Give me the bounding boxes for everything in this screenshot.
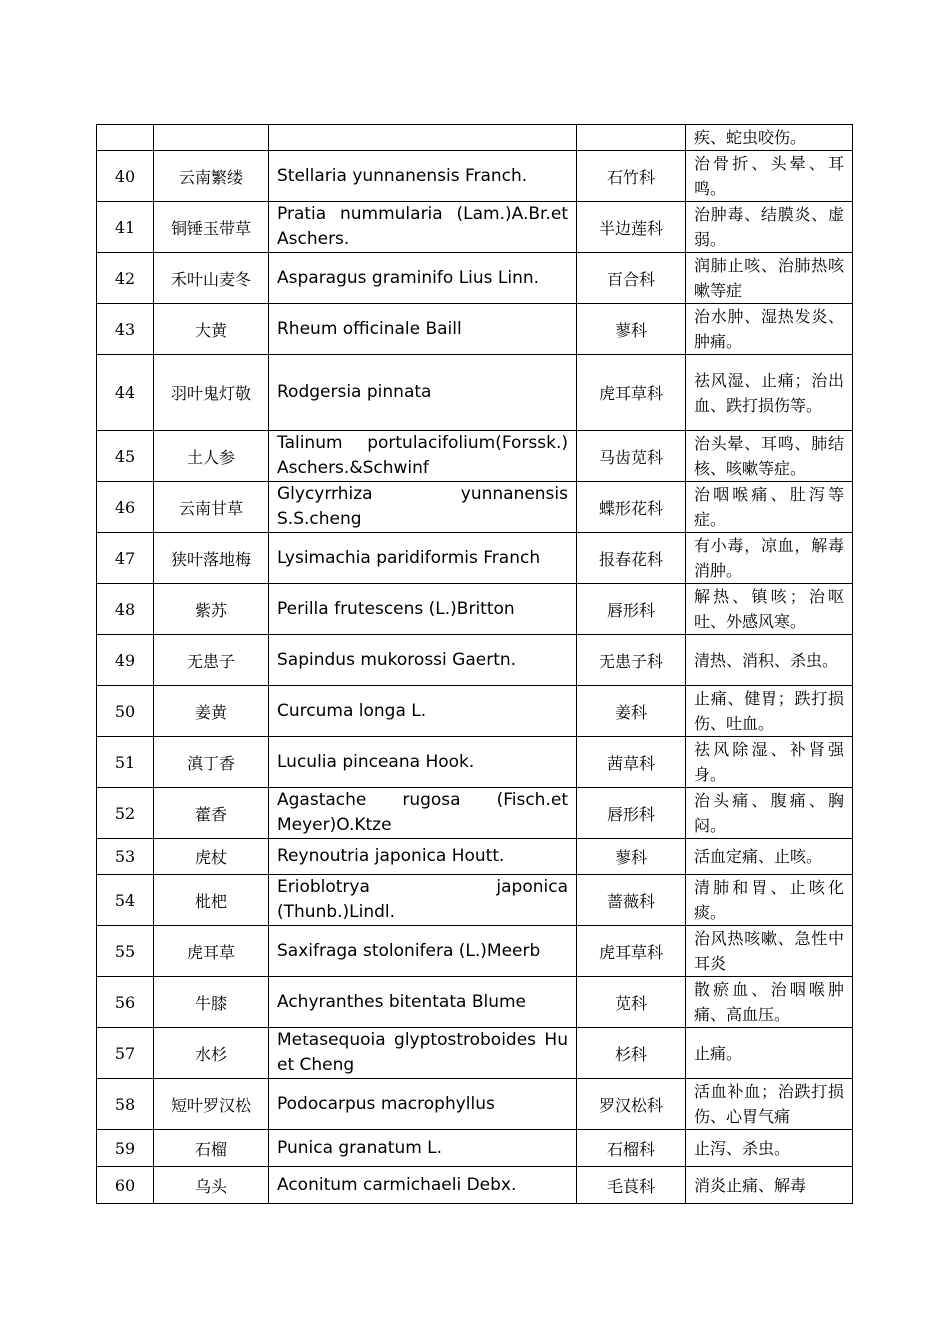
table-row [97, 839, 853, 875]
family-cell: 茜草科 [577, 737, 686, 788]
latin-name-cell: Luculia pinceana Hook. [269, 737, 577, 788]
latin-name-cell: Lysimachia paridiformis Franch [269, 533, 577, 584]
row-number-cell: 46 [97, 482, 154, 533]
row-number-cell: 60 [97, 1167, 154, 1204]
row-number-cell: 53 [97, 839, 154, 875]
medicinal-plant-table [96, 124, 853, 1204]
chinese-name-cell: 藿香 [154, 788, 269, 839]
family-cell: 马齿苋科 [577, 431, 686, 482]
latin-name-cell: Sapindus mukorossi Gaertn. [269, 635, 577, 686]
latin-name-cell: Stellaria yunnanensis Franch. [269, 151, 577, 202]
latin-name-cell: Talinum portulacifolium(Forssk.) Aschers.&Schwinf [269, 431, 577, 482]
chinese-name-cell: 滇丁香 [154, 737, 269, 788]
family-cell: 苋科 [577, 977, 686, 1028]
chinese-name-cell: 虎耳草 [154, 926, 269, 977]
family-cell: 石竹科 [577, 151, 686, 202]
medicinal-use-cell: 止痛、健胃；跌打损伤、吐血。 [686, 686, 853, 737]
latin-name-cell: Achyranthes bitentata Blume [269, 977, 577, 1028]
row-number-cell: 57 [97, 1028, 154, 1079]
row-number-cell: 49 [97, 635, 154, 686]
family-cell [577, 125, 686, 151]
medicinal-use-cell: 治骨折、头晕、耳鸣。 [686, 151, 853, 202]
medicinal-use-cell: 治咽喉痛、肚泻等症。 [686, 482, 853, 533]
family-cell: 半边莲科 [577, 202, 686, 253]
family-cell: 毛茛科 [577, 1167, 686, 1204]
family-cell: 石榴科 [577, 1130, 686, 1167]
chinese-name-cell: 羽叶鬼灯敬 [154, 355, 269, 431]
medicinal-use-cell: 活血补血；治跌打损伤、心胃气痛 [686, 1079, 853, 1130]
medicinal-use-cell: 祛风湿、止痛；治出血、跌打损伤等。 [686, 355, 853, 431]
chinese-name-cell [154, 125, 269, 151]
row-number-cell: 50 [97, 686, 154, 737]
table-row [97, 737, 853, 788]
latin-name-cell: Pratia nummularia (Lam.)A.Br.et Aschers. [269, 202, 577, 253]
row-number-cell: 40 [97, 151, 154, 202]
medicinal-use-cell: 治头晕、耳鸣、肺结核、咳嗽等症。 [686, 431, 853, 482]
chinese-name-cell: 短叶罗汉松 [154, 1079, 269, 1130]
latin-name-cell: Punica granatum L. [269, 1130, 577, 1167]
table-row [97, 584, 853, 635]
medicinal-use-cell: 清肺和胃、止咳化痰。 [686, 875, 853, 926]
row-number-cell: 56 [97, 977, 154, 1028]
row-number-cell: 41 [97, 202, 154, 253]
table-row [97, 686, 853, 737]
row-number-cell: 42 [97, 253, 154, 304]
table-row [97, 1028, 853, 1079]
family-cell: 百合科 [577, 253, 686, 304]
row-number-cell: 43 [97, 304, 154, 355]
row-number-cell [97, 125, 154, 151]
medicinal-use-cell: 解热、镇咳；治呕吐、外感风寒。 [686, 584, 853, 635]
latin-name-cell: Saxifraga stolonifera (L.)Meerb [269, 926, 577, 977]
chinese-name-cell: 乌头 [154, 1167, 269, 1204]
family-cell: 罗汉松科 [577, 1079, 686, 1130]
medicinal-use-cell: 治头痛、腹痛、胸闷。 [686, 788, 853, 839]
row-number-cell: 55 [97, 926, 154, 977]
latin-name-cell: Agastache rugosa (Fisch.et Meyer)O.Ktze [269, 788, 577, 839]
table-row [97, 1079, 853, 1130]
table-row [97, 482, 853, 533]
latin-name-cell [269, 125, 577, 151]
row-number-cell: 44 [97, 355, 154, 431]
latin-name-cell: Glycyrrhiza yunnanensis S.S.cheng [269, 482, 577, 533]
medicinal-use-cell: 止泻、杀虫。 [686, 1130, 853, 1167]
table-row [97, 431, 853, 482]
medicinal-use-cell: 止痛。 [686, 1028, 853, 1079]
latin-name-cell: Curcuma longa L. [269, 686, 577, 737]
row-number-cell: 59 [97, 1130, 154, 1167]
family-cell: 蝶形花科 [577, 482, 686, 533]
table-row [97, 926, 853, 977]
table-row [97, 875, 853, 926]
table-row [97, 788, 853, 839]
latin-name-cell: Reynoutria japonica Houtt. [269, 839, 577, 875]
chinese-name-cell: 姜黄 [154, 686, 269, 737]
chinese-name-cell: 大黄 [154, 304, 269, 355]
chinese-name-cell: 牛膝 [154, 977, 269, 1028]
latin-name-cell: Rodgersia pinnata [269, 355, 577, 431]
family-cell: 姜科 [577, 686, 686, 737]
table-body [97, 125, 853, 1204]
medicinal-use-cell: 润肺止咳、治肺热咳嗽等症 [686, 253, 853, 304]
medicinal-use-cell: 治风热咳嗽、急性中耳炎 [686, 926, 853, 977]
latin-name-cell: Metasequoia glyptostroboides Hu et Cheng [269, 1028, 577, 1079]
latin-name-cell: Aconitum carmichaeli Debx. [269, 1167, 577, 1204]
table-row [97, 977, 853, 1028]
row-number-cell: 52 [97, 788, 154, 839]
family-cell: 报春花科 [577, 533, 686, 584]
family-cell: 蔷薇科 [577, 875, 686, 926]
chinese-name-cell: 狭叶落地梅 [154, 533, 269, 584]
row-number-cell: 58 [97, 1079, 154, 1130]
chinese-name-cell: 水杉 [154, 1028, 269, 1079]
row-number-cell: 54 [97, 875, 154, 926]
table-row [97, 355, 853, 431]
table-row [97, 253, 853, 304]
family-cell: 蓼科 [577, 304, 686, 355]
family-cell: 虎耳草科 [577, 355, 686, 431]
chinese-name-cell: 土人参 [154, 431, 269, 482]
table-row [97, 304, 853, 355]
medicinal-use-cell: 祛风除湿、补肾强身。 [686, 737, 853, 788]
chinese-name-cell: 云南繁缕 [154, 151, 269, 202]
latin-name-cell: Erioblotrya japonica (Thunb.)Lindl. [269, 875, 577, 926]
table-row [97, 533, 853, 584]
medicinal-use-cell: 清热、消积、杀虫。 [686, 635, 853, 686]
medicinal-use-cell: 治水肿、湿热发炎、肿痛。 [686, 304, 853, 355]
chinese-name-cell: 紫苏 [154, 584, 269, 635]
table-row [97, 125, 853, 151]
chinese-name-cell: 铜锤玉带草 [154, 202, 269, 253]
chinese-name-cell: 枇杷 [154, 875, 269, 926]
latin-name-cell: Podocarpus macrophyllus [269, 1079, 577, 1130]
medicinal-use-cell: 治肿毒、结膜炎、虚弱。 [686, 202, 853, 253]
chinese-name-cell: 禾叶山麦冬 [154, 253, 269, 304]
family-cell: 无患子科 [577, 635, 686, 686]
medicinal-use-cell: 消炎止痛、解毒 [686, 1167, 853, 1204]
row-number-cell: 47 [97, 533, 154, 584]
row-number-cell: 51 [97, 737, 154, 788]
medicinal-use-cell: 散瘀血、治咽喉肿痛、高血压。 [686, 977, 853, 1028]
table-row [97, 1167, 853, 1204]
table-row [97, 151, 853, 202]
table-row [97, 1130, 853, 1167]
row-number-cell: 48 [97, 584, 154, 635]
chinese-name-cell: 石榴 [154, 1130, 269, 1167]
medicinal-use-cell: 有小毒，凉血，解毒消肿。 [686, 533, 853, 584]
family-cell: 杉科 [577, 1028, 686, 1079]
family-cell: 蓼科 [577, 839, 686, 875]
row-number-cell: 45 [97, 431, 154, 482]
medicinal-use-cell: 活血定痛、止咳。 [686, 839, 853, 875]
family-cell: 唇形科 [577, 788, 686, 839]
latin-name-cell: Perilla frutescens (L.)Britton [269, 584, 577, 635]
medicinal-use-cell: 疾、蛇虫咬伤。 [686, 125, 853, 151]
chinese-name-cell: 云南甘草 [154, 482, 269, 533]
latin-name-cell: Rheum officinale Baill [269, 304, 577, 355]
family-cell: 虎耳草科 [577, 926, 686, 977]
latin-name-cell: Asparagus graminifo Lius Linn. [269, 253, 577, 304]
table-row [97, 202, 853, 253]
chinese-name-cell: 无患子 [154, 635, 269, 686]
table-row [97, 635, 853, 686]
family-cell: 唇形科 [577, 584, 686, 635]
chinese-name-cell: 虎杖 [154, 839, 269, 875]
